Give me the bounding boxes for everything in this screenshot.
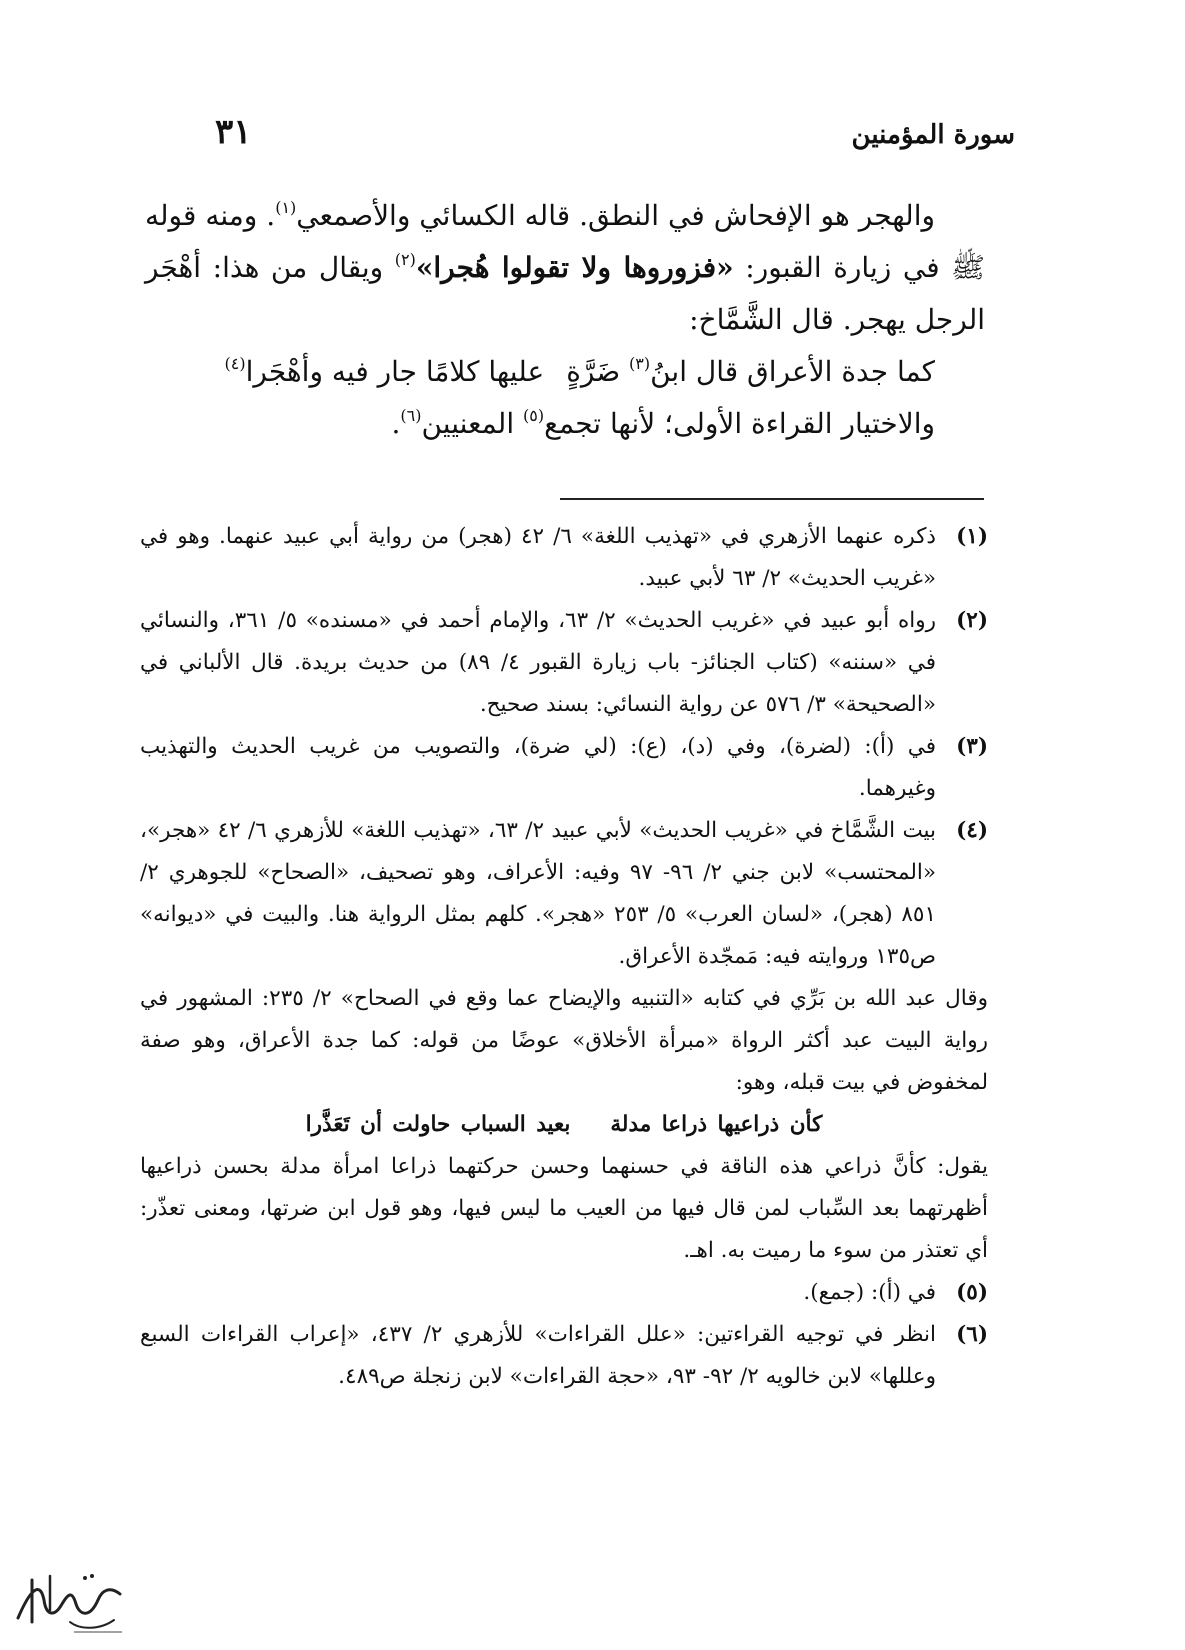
footnote-number: (٥) [956,1280,988,1305]
footnote-marker[interactable]: (٢) [394,249,416,269]
calligraphy-logo-icon [10,1560,130,1638]
footnote-marker[interactable]: (٣) [629,353,651,373]
footnote-text: ذكره عنهما الأزهري في «تهذيب اللغة» ٦/ ٤٢ (هجر) من رواية أبي عبيد عنهما. وهو في «غريب الحديث» ٢/ ٦٣ لأبي عبيد. [140,524,937,591]
main-paragraph: والهجر هو الإفحاش في النطق. قاله الكسائي والأصمعي$^{(١)}$. ومنه قوله ﷺ في زيارة القبور: «فزوروها ولا تقولوا هُجرا»$^{(٢)}$ ويقال من هذا: أهْجَر الرجل يهجر. قال الشَّمَّاخ: [145,197,986,336]
footnote-poetry-verse [140,1104,988,1146]
closing-line: والاختيار القراءة الأولى؛ لأنها تجمع$^{(٥)}$ المعنيين$^{(٦)}$. [391,405,935,440]
footnote-4 [140,810,988,978]
verse-hemistich-2: بعيد السباب حاولت أن تَعَذَّرا [305,1112,571,1137]
page-header [215,112,1015,162]
footnote-5 [140,1272,988,1314]
footnote-text: في (أ): (لضرة)، وفي (د)، (ع): (لي ضرة)، والتصويب من غريب الحديث والتهذيب وغيرهما. [140,734,936,801]
footnote-marker[interactable]: (٤) [224,353,246,373]
footnote-1 [140,516,988,600]
footnote-number: (٣) [956,734,988,759]
footnote-marker[interactable]: (١) [275,197,297,217]
footnote-text: رواه أبو عبيد في «غريب الحديث» ٢/ ٦٣، والإمام أحمد في «مسنده» ٥/ ٣٦١، والنسائي في «سننه» (كتاب الجنائز- باب زيارة القبور ٤/ ٨٩) من حديث بريدة. قال الألباني في «الصحيحة» ٣/ ٥٧٦ عن رواية النسائي: بسند صحيح. [140,608,937,717]
footnote-text: انظر في توجيه القراءتين: «علل القراءات» للأزهري ٢/ ٤٣٧، «إعراب القراءات السبع وعللها» لابن خالويه ٢/ ٩٢- ٩٣، «حجة القراءات» لابن زنجلة ص٤٨٩. [140,1322,937,1389]
hadith-quote: «فزوروها ولا تقولوا هُجرا» [415,251,734,284]
footnote-text: في (أ): (جمع). [803,1280,936,1305]
footnote-4-continuation: وقال عبد الله بن بَرِّي في كتابه «التنبيه والإيضاح عما وقع في الصحاح» ٢/ ٢٣٥: المشهور في رواية البيت عبد أكثر الرواة «مبرأة الأخلاق» عوضًا من قوله: كما جدة الأعراق، وهو صفة لمخفوض في بيت قبله، وهو: [140,986,989,1095]
footnote-text: بيت الشَّمَّاخ في «غريب الحديث» لأبي عبيد ٢/ ٦٣، «تهذيب اللغة» للأزهري ٦/ ٤٢ «هجر»، «المحتسب» لابن جني ٢/ ٩٦- ٩٧ وفيه: الأعراف، وهو تصحيف، «الصحاح» للجوهري ٢/ ٨٥١ (هجر)، «لسان العرب» ٥/ ٢٥٣ «هجر». كلهم بمثل الرواية هنا. والبيت في «ديوانه» ص١٣٥ وروايته فيه: مَمجّدة الأعراق. [140,818,937,969]
footnote-4-explanation: يقول: كأنَّ ذراعي هذه الناقة في حسنهما وحسن حركتهما ذراعا امرأة مدلة بحسن ذراعيها أظهرتهما بعد السِّباب لمن قال فيها من العيب ما ليس فيها، وهو قول ابن ضرتها، ومعنى تعذّر: أي تعتذر من سوء ما رميت به. اهـ. [140,1154,988,1263]
verse-hemistich-1: كما جدة الأعراق قال ابنُ$^{(٣)}$ ضَرَّةٍ [566,353,935,388]
verse-hemistich-2: عليها كلامًا جار فيه وأهْجَرا [245,355,545,388]
footnote-number: (٢) [956,608,988,633]
footnote-6 [140,1314,988,1398]
verse-hemistich-1: كأن ذراعيها ذراعا مدلة [610,1112,823,1137]
footnote-marker[interactable]: (٦) [400,405,422,425]
page-number: ٣١ [215,112,252,152]
footnote-separator [560,498,984,500]
surah-title: سورة المؤمنين [851,120,1015,150]
calligraphy-logo [10,1560,130,1638]
main-text [145,190,985,450]
footnote-number: (٤) [956,818,988,843]
footnote-2 [140,600,988,726]
footnote-marker[interactable]: (٥) [523,405,545,425]
footnote-number: (١) [956,524,988,549]
footnote-number: (٦) [956,1322,988,1347]
footnote-3 [140,726,988,810]
poetry-verse [145,346,985,398]
footnotes [140,516,988,1398]
